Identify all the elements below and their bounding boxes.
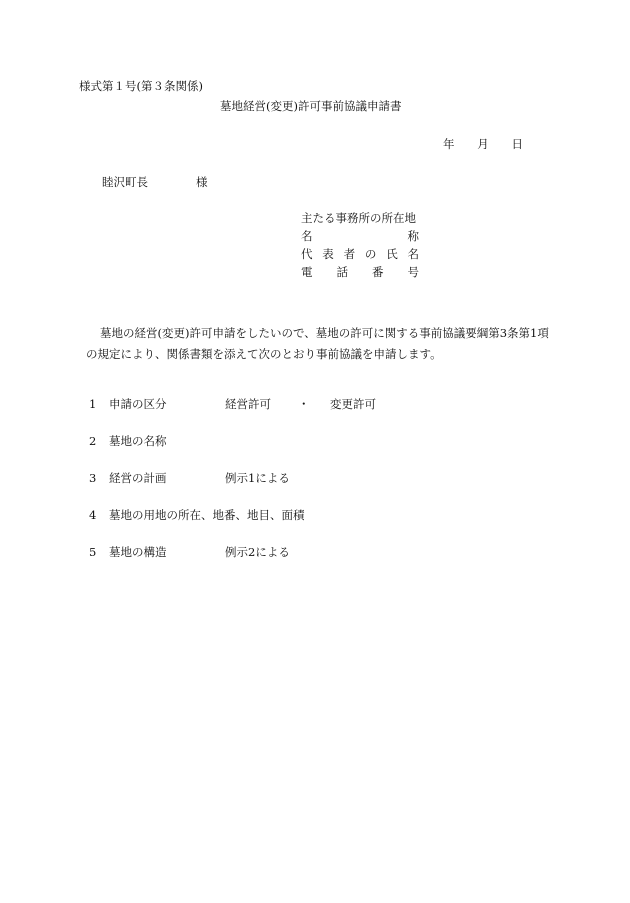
date-year-label: 年 [443,137,455,151]
item-number: 1 [89,397,97,411]
applicant-phone-label: 電 話 番 号 [301,265,419,279]
date-day-label: 日 [511,137,523,151]
date-line [443,139,523,151]
item-label: 墓地の構造 [109,545,167,559]
date-month-label: 月 [477,137,489,151]
addressee [102,175,208,189]
item-number: 3 [89,471,97,485]
item-number: 5 [89,545,97,559]
item-separator: ・ [298,397,310,411]
list-item [89,471,290,485]
list-item [89,545,290,559]
list-item [89,436,167,448]
list-item [89,397,376,411]
item-label: 申請の区分 [109,397,167,411]
form-number: 様式第１号(第３条関係) [79,79,203,93]
applicant-name-label: 名 称 [301,229,419,243]
applicant-address-label: 主たる事務所の所在地 [301,211,416,225]
addressee-honorific: 様 [196,175,208,189]
list-item [89,510,305,522]
item-label: 墓地の用地の所在、地番、地目、面積 [109,508,305,522]
item-value: 経営許可 [225,397,271,411]
item-label: 経営の計画 [109,471,167,485]
application-body-text: 墓地の経営(変更)許可申請をしたいので、墓地の許可に関する事前協議要綱第3条第1項の規定により、関係書類を添えて次のとおり事前協議を申請します。 [86,326,549,361]
item-value-2: 変更許可 [330,397,376,411]
item-value: 例示2による [225,545,290,559]
item-value: 例示1による [225,471,290,485]
item-number: 4 [89,508,97,522]
applicant-representative-label: 代 表 者 の 氏 名 [301,247,419,261]
addressee-name: 睦沢町長 [102,175,148,189]
document-title: 墓地経営(変更)許可事前協議申請書 [220,99,402,113]
item-number: 2 [89,434,97,448]
item-label: 墓地の名称 [109,434,167,448]
